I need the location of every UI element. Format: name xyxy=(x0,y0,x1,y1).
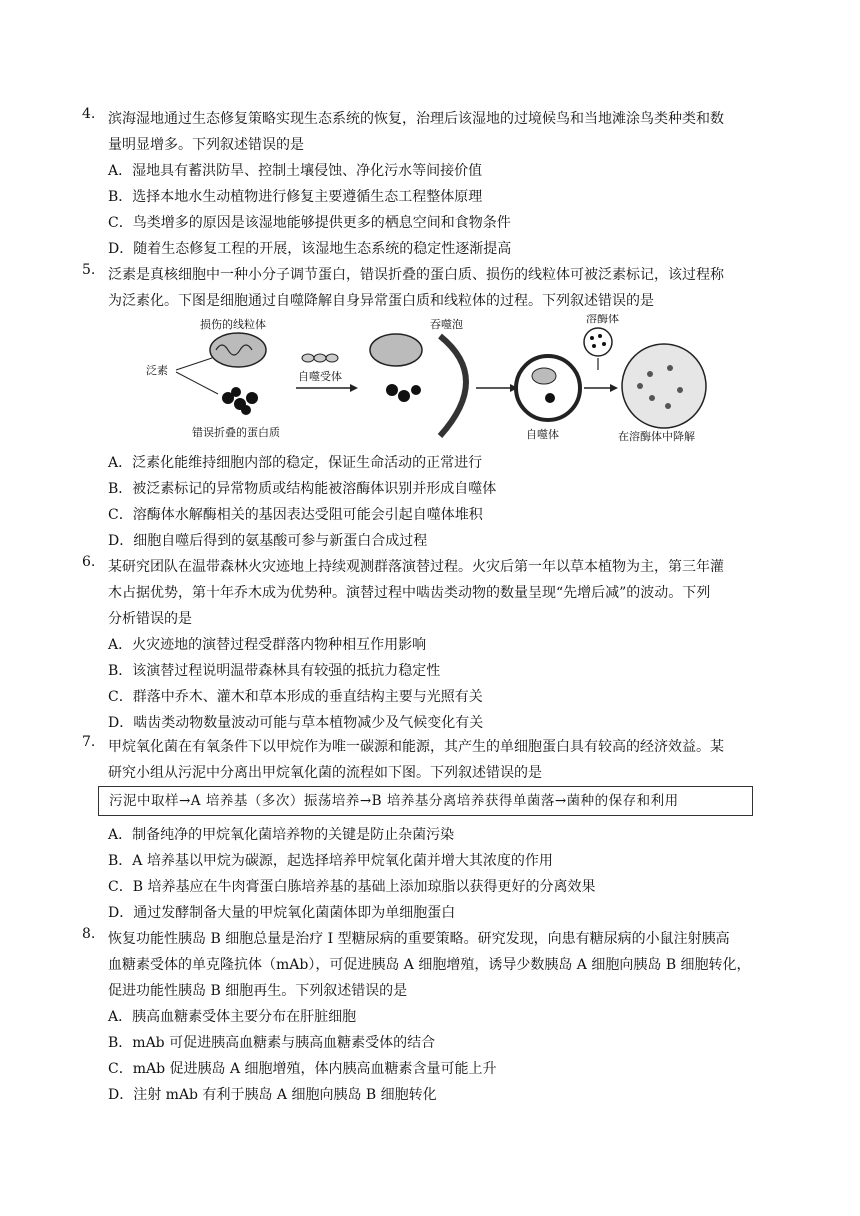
question-7-options xyxy=(82,822,782,926)
option-d: D．注射 mAb 有利于胰岛 A 细胞向胰岛 B 细胞转化 xyxy=(108,1087,437,1103)
option-a: A．火灾迹地的演替过程受群落内物种相互作用影响 xyxy=(108,637,427,653)
question-stem: 恢复功能性胰岛 B 细胞总量是治疗 I 型糖尿病的重要策略。研究发现，向患有糖尿病的小鼠注射胰高 血糖素受体的单克隆抗体（mAb），可促进胰岛 A 细胞增殖，诱导少数胰岛 A 细胞向胰岛 B 细胞转化， 促进功能性胰岛 B 细胞再生。下列叙述错误的是 xyxy=(108,931,751,999)
phagophore xyxy=(440,336,466,436)
label-degrade: 在溶酶体中降解 xyxy=(618,430,695,443)
question-number: 6. xyxy=(82,554,96,570)
damaged-mitochondrion xyxy=(210,333,266,367)
option-c: C．鸟类增多的原因是该湿地能够提供更多的栖息空间和食物条件 xyxy=(108,215,511,231)
question-8 xyxy=(82,926,782,1108)
autophagosome xyxy=(516,356,580,420)
question-number: 7. xyxy=(82,734,96,750)
option-b: B．选择本地水生动植物进行修复主要遵循生态工程整体原理 xyxy=(108,189,483,205)
question-stem: 泛素是真核细胞中一种小分子调节蛋白，错误折叠的蛋白质、损伤的线粒体可被泛素标记，该过程称 为泛素化。下图是细胞通过自噬降解自身异常蛋白质和线粒体的过程。下列叙述错误的是 xyxy=(108,267,724,309)
question-5-options xyxy=(82,450,782,554)
question-stem: 甲烷氧化菌在有氧条件下以甲烷作为唯一碳源和能源，其产生的单细胞蛋白具有较高的经济效益。某 研究小组从污泥中分离出甲烷氧化菌的流程如下图。下列叙述错误的是 xyxy=(108,739,724,781)
misfolded-protein xyxy=(222,387,258,415)
option-b: B．mAb 可促进胰高血糖素与胰高血糖素受体的结合 xyxy=(108,1035,436,1051)
label-receptor: 自噬受体 xyxy=(298,370,342,383)
option-d: D．通过发酵制备大量的甲烷氧化菌菌体即为单细胞蛋白 xyxy=(108,905,456,921)
question-7 xyxy=(82,734,782,786)
lysosome xyxy=(584,328,612,356)
question-6 xyxy=(82,554,782,736)
option-b: B．被泛素标记的异常物质或结构能被溶酶体识别并形成自噬体 xyxy=(108,481,497,497)
option-b: B．该演替过程说明温带森林具有较强的抵抗力稳定性 xyxy=(108,663,441,679)
option-c: C．溶酶体水解酶相关的基因表达受阻可能会引起自噬体堆积 xyxy=(108,507,483,523)
autophagy-figure xyxy=(140,314,740,450)
option-a: A．制备纯净的甲烷氧化菌培养物的关键是防止杂菌污染 xyxy=(108,827,455,843)
question-5 xyxy=(82,262,782,314)
degradation-vesicle xyxy=(622,344,706,428)
option-c: C．mAb 促进胰岛 A 细胞增殖，体内胰高血糖素含量可能上升 xyxy=(108,1061,497,1077)
question-stem: 某研究团队在温带森林火灾迹地上持续观测群落演替过程。火灾后第一年以草本植物为主，第三年灌 木占据优势，第十年乔木成为优势种。演替过程中啮齿类动物的数量呈现“先增后减”的波动。下列 分析错误的是 xyxy=(108,559,724,627)
flow-chart-box: 污泥中取样→A 培养基（多次）振荡培养→B 培养基分离培养获得单菌落→菌种的保存和利用 xyxy=(98,786,753,816)
question-4 xyxy=(82,106,782,262)
option-a: A．泛素化能维持细胞内部的稳定，保证生命活动的正常进行 xyxy=(108,455,483,471)
label-ubiquitin: 泛素 xyxy=(146,364,168,377)
question-number: 8. xyxy=(82,926,96,942)
label-phagophore: 吞噬泡 xyxy=(430,318,463,331)
label-autophagosome: 自噬体 xyxy=(526,428,559,441)
label-misfolded-protein: 错误折叠的蛋白质 xyxy=(192,426,280,439)
question-number: 4. xyxy=(82,106,96,122)
autophagy-diagram xyxy=(140,314,740,450)
option-d: D．细胞自噬后得到的氨基酸可参与新蛋白合成过程 xyxy=(108,533,428,549)
option-c: C．B 培养基应在牛肉膏蛋白胨培养基的基础上添加琼脂以获得更好的分离效果 xyxy=(108,879,596,895)
option-c: C．群落中乔木、灌木和草本形成的垂直结构主要与光照有关 xyxy=(108,689,483,705)
option-a: A．湿地具有蓄洪防旱、控制土壤侵蚀、净化污水等间接价值 xyxy=(108,163,483,179)
autophagy-receptor xyxy=(302,354,338,362)
option-d: D．随着生态修复工程的开展，该湿地生态系统的稳定性逐渐提高 xyxy=(108,241,512,257)
label-lysosome: 溶酶体 xyxy=(586,314,619,325)
label-damaged-mitochondrion: 损伤的线粒体 xyxy=(200,318,266,331)
question-number: 5. xyxy=(82,262,96,278)
option-d: D．啮齿类动物数量波动可能与草本植物减少及气候变化有关 xyxy=(108,715,484,731)
option-b: B．A 培养基以甲烷为碳源，起选择培养甲烷氧化菌并增大其浓度的作用 xyxy=(108,853,553,869)
question-stem: 滨海湿地通过生态修复策略实现生态系统的恢复，治理后该湿地的过境候鸟和当地滩涂鸟类种类和数 量明显增多。下列叙述错误的是 xyxy=(108,111,724,153)
option-a: A．胰高血糖素受体主要分布在肝脏细胞 xyxy=(108,1009,357,1025)
